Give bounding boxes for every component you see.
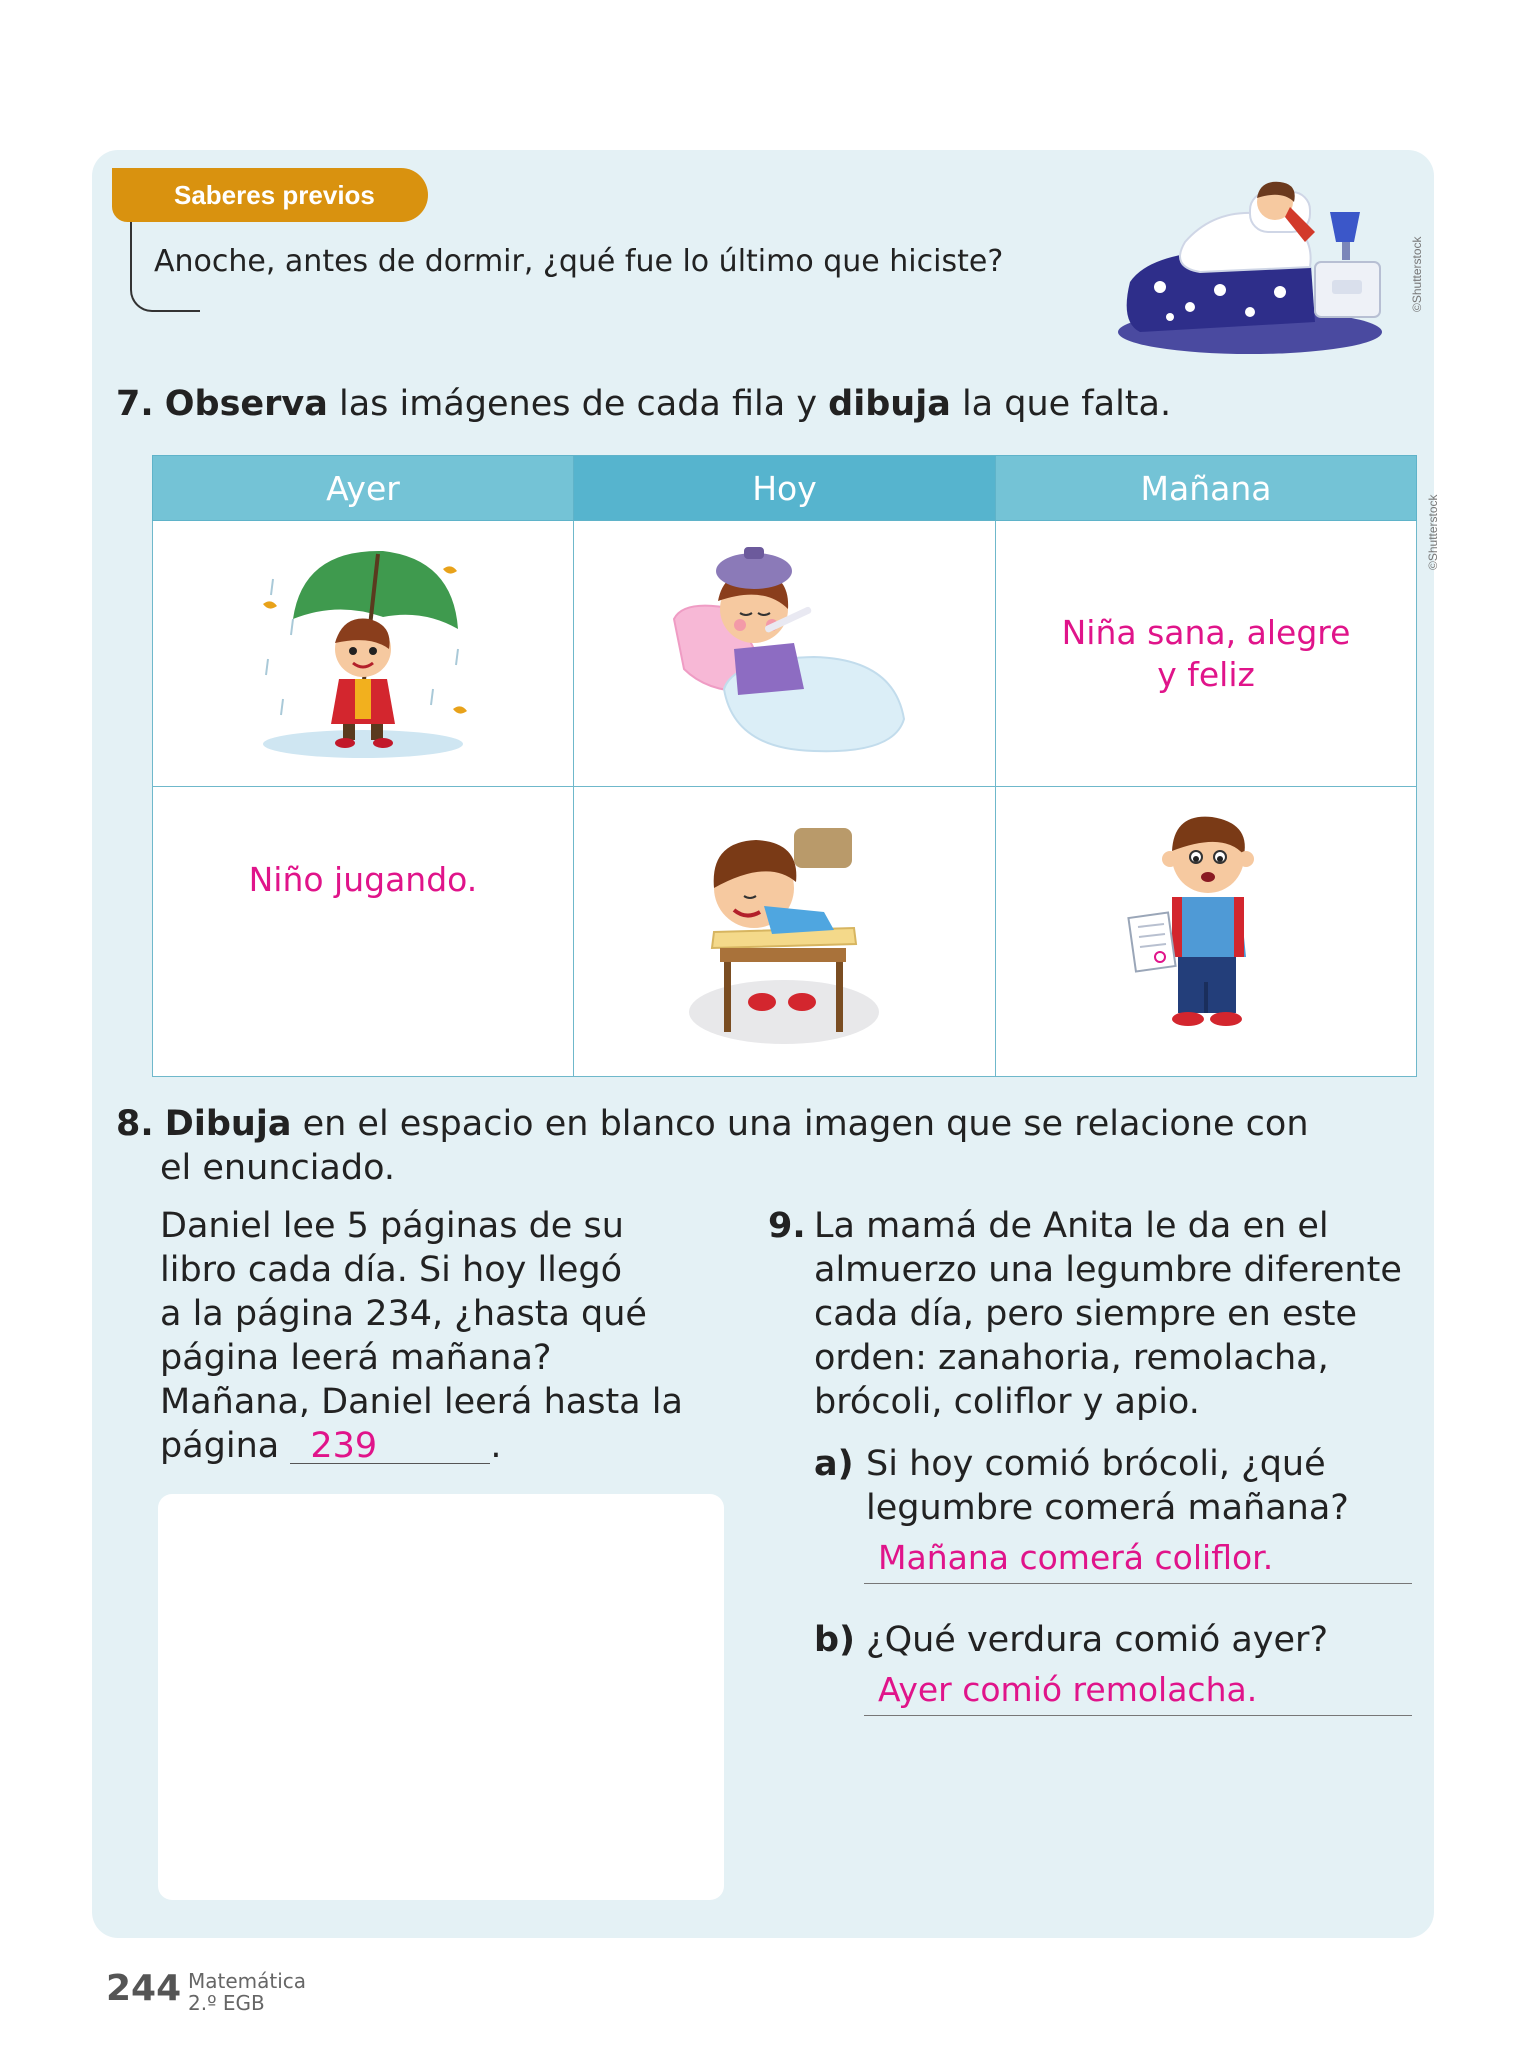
credit-text: ©Shutterstock bbox=[1410, 236, 1424, 312]
cell-answer-healthy-girl bbox=[996, 521, 1417, 787]
cell-sleeping-desk-boy bbox=[573, 787, 995, 1077]
q9a-label: a) bbox=[814, 1444, 854, 1484]
q8-problem-line: Daniel lee 5 páginas de su bbox=[160, 1206, 624, 1246]
worried-boy-with-test-illustration bbox=[1126, 807, 1286, 1057]
q9b-answer-field[interactable]: Ayer comió remolacha. bbox=[864, 1670, 1412, 1716]
q8-problem-line: página leerá mañana? bbox=[160, 1338, 552, 1378]
saberes-previos-tab: Saberes previos bbox=[112, 168, 428, 222]
q9-part-b bbox=[814, 1618, 1328, 1662]
q8-last-prefix: página bbox=[160, 1426, 291, 1466]
girl-umbrella-illustration bbox=[243, 539, 483, 769]
q8-prompt-line-2: el enunciado. bbox=[160, 1148, 396, 1188]
header-hoy: Hoy bbox=[573, 456, 995, 521]
q8-text-1: en el espacio en blanco una imagen que se relacione con bbox=[291, 1104, 1309, 1144]
q8-number: 8. bbox=[116, 1104, 154, 1144]
q7-number: 7. bbox=[116, 384, 154, 424]
header-manana: Mañana bbox=[996, 456, 1417, 521]
page-number: 244 bbox=[106, 1968, 182, 2009]
q7-text-1: las imágenes de cada fila y bbox=[327, 384, 829, 424]
sequence-table bbox=[152, 455, 1417, 1077]
q8-answer-field[interactable]: 239 bbox=[290, 1429, 490, 1464]
q9-number: 9. bbox=[768, 1206, 806, 1246]
credit-text-q7: ©Shutterstock bbox=[1426, 494, 1440, 570]
q7-bold-dibuja: dibuja bbox=[828, 384, 951, 424]
boy-sleeping-at-desk-illustration bbox=[684, 812, 884, 1052]
footer-subject bbox=[188, 1970, 306, 2014]
q8-problem-line: Mañana, Daniel leerá hasta la bbox=[160, 1382, 683, 1422]
q9b-label: b) bbox=[814, 1620, 856, 1660]
q9a-answer-field[interactable]: Mañana comerá coliflor. bbox=[864, 1538, 1412, 1584]
q8-last-suffix: . bbox=[490, 1426, 502, 1466]
q9-problem-line: brócoli, coliflor y apio. bbox=[814, 1382, 1200, 1422]
q8-answer-line bbox=[160, 1424, 683, 1468]
q7-text-2: la que falta. bbox=[950, 384, 1172, 424]
q9a-question-line-2: legumbre comerá mañana? bbox=[866, 1488, 1349, 1528]
q9-problem-line: cada día, pero siempre en este bbox=[814, 1294, 1357, 1334]
cell-sick-girl bbox=[573, 521, 995, 787]
answer-healthy-girl-line-1: Niña sana, alegre bbox=[1061, 612, 1351, 652]
q8-problem bbox=[160, 1204, 683, 1468]
saberes-question: Anoche, antes de dormir, ¿qué fue lo último que hiciste? bbox=[154, 244, 1004, 279]
q8-problem-line: a la página 234, ¿hasta qué bbox=[160, 1294, 647, 1334]
q9b-question: ¿Qué verdura comió ayer? bbox=[866, 1620, 1329, 1660]
q9-problem-line: La mamá de Anita le da en el bbox=[814, 1206, 1329, 1246]
answer-boy-playing: Niño jugando. bbox=[248, 860, 478, 899]
cell-girl-umbrella bbox=[153, 521, 574, 787]
q8-bold-dibuja: Dibuja bbox=[164, 1104, 292, 1144]
q8-prompt-line-1 bbox=[116, 1104, 1309, 1144]
drawing-area[interactable] bbox=[158, 1494, 724, 1900]
q8-problem-line: libro cada día. Si hoy llegó bbox=[160, 1250, 623, 1290]
footer-grade: 2.º EGB bbox=[188, 1991, 265, 2015]
answer-healthy-girl-line-2: y feliz bbox=[1157, 654, 1255, 694]
header-ayer: Ayer bbox=[153, 456, 574, 521]
q9-problem-line: almuerzo una legumbre diferente bbox=[814, 1250, 1402, 1290]
sick-girl-illustration bbox=[654, 539, 914, 769]
cell-worried-boy bbox=[996, 787, 1417, 1077]
q9a-question-line-1: Si hoy comió brócoli, ¿qué bbox=[866, 1444, 1326, 1484]
cell-answer-boy-playing bbox=[153, 787, 574, 1077]
q9-problem-line: orden: zanahoria, remolacha, bbox=[814, 1338, 1329, 1378]
sleeping-boy-illustration bbox=[1110, 172, 1390, 362]
q7-bold-observa: Observa bbox=[164, 384, 328, 424]
footer-subject-name: Matemática bbox=[188, 1969, 307, 1993]
q7-prompt bbox=[116, 384, 1171, 424]
q9-problem bbox=[768, 1204, 1402, 1424]
q9-part-a bbox=[814, 1442, 1349, 1530]
